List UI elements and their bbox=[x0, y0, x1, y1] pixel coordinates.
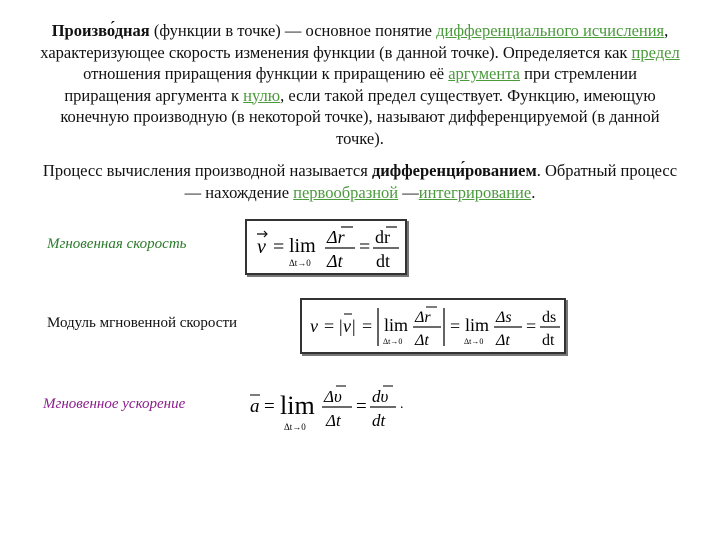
text: (функции в точке) — основное понятие bbox=[149, 21, 437, 40]
speed-label: Модуль мгновенной скорости bbox=[47, 315, 238, 331]
text: — bbox=[398, 182, 419, 202]
equals-sign: = bbox=[362, 316, 373, 336]
differentiation-paragraph bbox=[40, 160, 680, 203]
numerator-ds: ds bbox=[542, 309, 557, 326]
acceleration-formula bbox=[248, 380, 418, 436]
numerator-dr: dr bbox=[375, 227, 390, 247]
link-zero[interactable]: нулю bbox=[243, 85, 281, 105]
equals-sign: = bbox=[450, 316, 461, 336]
equals-sign: = bbox=[526, 316, 537, 336]
formula-lhs: v bbox=[310, 316, 318, 336]
equals-sign: = bbox=[356, 396, 367, 417]
speed-formula-svg bbox=[302, 300, 564, 352]
speed-formula bbox=[300, 298, 566, 354]
velocity-label: Мгновенная скорость bbox=[47, 236, 187, 252]
text: , если такой предел существует. Функцию, имеющую конечную производную (в некоторой точке), называют дифференцируемой (в данной точке). bbox=[60, 85, 660, 148]
denominator-delta-t: Δt bbox=[415, 332, 429, 349]
text: , характеризующее скорость изменения функции (в данной точке). Определяется как bbox=[40, 21, 669, 62]
text: при стремлении приращения аргумента к bbox=[64, 64, 637, 105]
denominator-delta-t: Δt bbox=[326, 411, 341, 430]
lim-operator: lim bbox=[384, 315, 409, 335]
lim-subscript: Δt→0 bbox=[383, 337, 403, 346]
numerator-delta-v: Δυ bbox=[324, 387, 342, 406]
derivative-definition-paragraph bbox=[40, 20, 680, 149]
numerator-dv: dυ bbox=[372, 387, 389, 406]
denominator-delta-t: Δt bbox=[496, 332, 510, 349]
lim-operator: lim bbox=[465, 315, 490, 335]
lim-operator: lim bbox=[280, 391, 315, 420]
abs-v: |v| bbox=[338, 316, 356, 336]
text: отношения приращения функции к приращению её bbox=[83, 64, 449, 83]
link-argument[interactable]: аргумента bbox=[448, 64, 520, 83]
formula-lhs: a bbox=[250, 396, 260, 417]
equals-sign: = bbox=[359, 236, 371, 258]
denominator-dt: dt bbox=[376, 251, 391, 271]
lim-subscript: Δt→0 bbox=[284, 422, 306, 432]
denominator-dt: dt bbox=[542, 332, 555, 349]
acceleration-formula-svg bbox=[248, 380, 418, 436]
formula-lhs: v bbox=[257, 236, 266, 258]
lim-subscript: Δt→0 bbox=[289, 258, 311, 268]
differentiation-term: дифференци́рованием bbox=[371, 161, 537, 180]
link-differential-calculus[interactable]: дифференциального исчисления bbox=[436, 21, 665, 40]
lim-subscript: Δt→0 bbox=[464, 337, 484, 346]
link-antiderivative[interactable]: первообразной bbox=[293, 182, 399, 202]
denominator-delta-t: Δt bbox=[327, 251, 343, 271]
equals-sign: = bbox=[264, 396, 275, 417]
link-limit[interactable]: предел bbox=[631, 42, 680, 62]
lim-operator: lim bbox=[289, 235, 316, 257]
text: Процесс вычисления производной называется bbox=[42, 161, 372, 180]
text: . bbox=[531, 182, 536, 202]
period: . bbox=[400, 397, 404, 412]
denominator-dt: dt bbox=[372, 411, 386, 430]
text: . Обратный процесс — нахождение bbox=[184, 161, 678, 202]
numerator-delta-s: Δs bbox=[496, 309, 512, 326]
link-integration[interactable]: интегрирование bbox=[418, 182, 532, 202]
acceleration-label: Мгновенное ускорение bbox=[43, 396, 186, 412]
equals-sign: = bbox=[273, 236, 285, 258]
numerator-delta-r: Δr bbox=[327, 227, 345, 247]
numerator-delta-r: Δr bbox=[415, 309, 431, 326]
velocity-formula bbox=[245, 219, 407, 275]
equals-sign: = bbox=[324, 316, 335, 336]
velocity-formula-svg bbox=[247, 221, 405, 273]
derivative-term: Произво́дная bbox=[51, 21, 150, 40]
